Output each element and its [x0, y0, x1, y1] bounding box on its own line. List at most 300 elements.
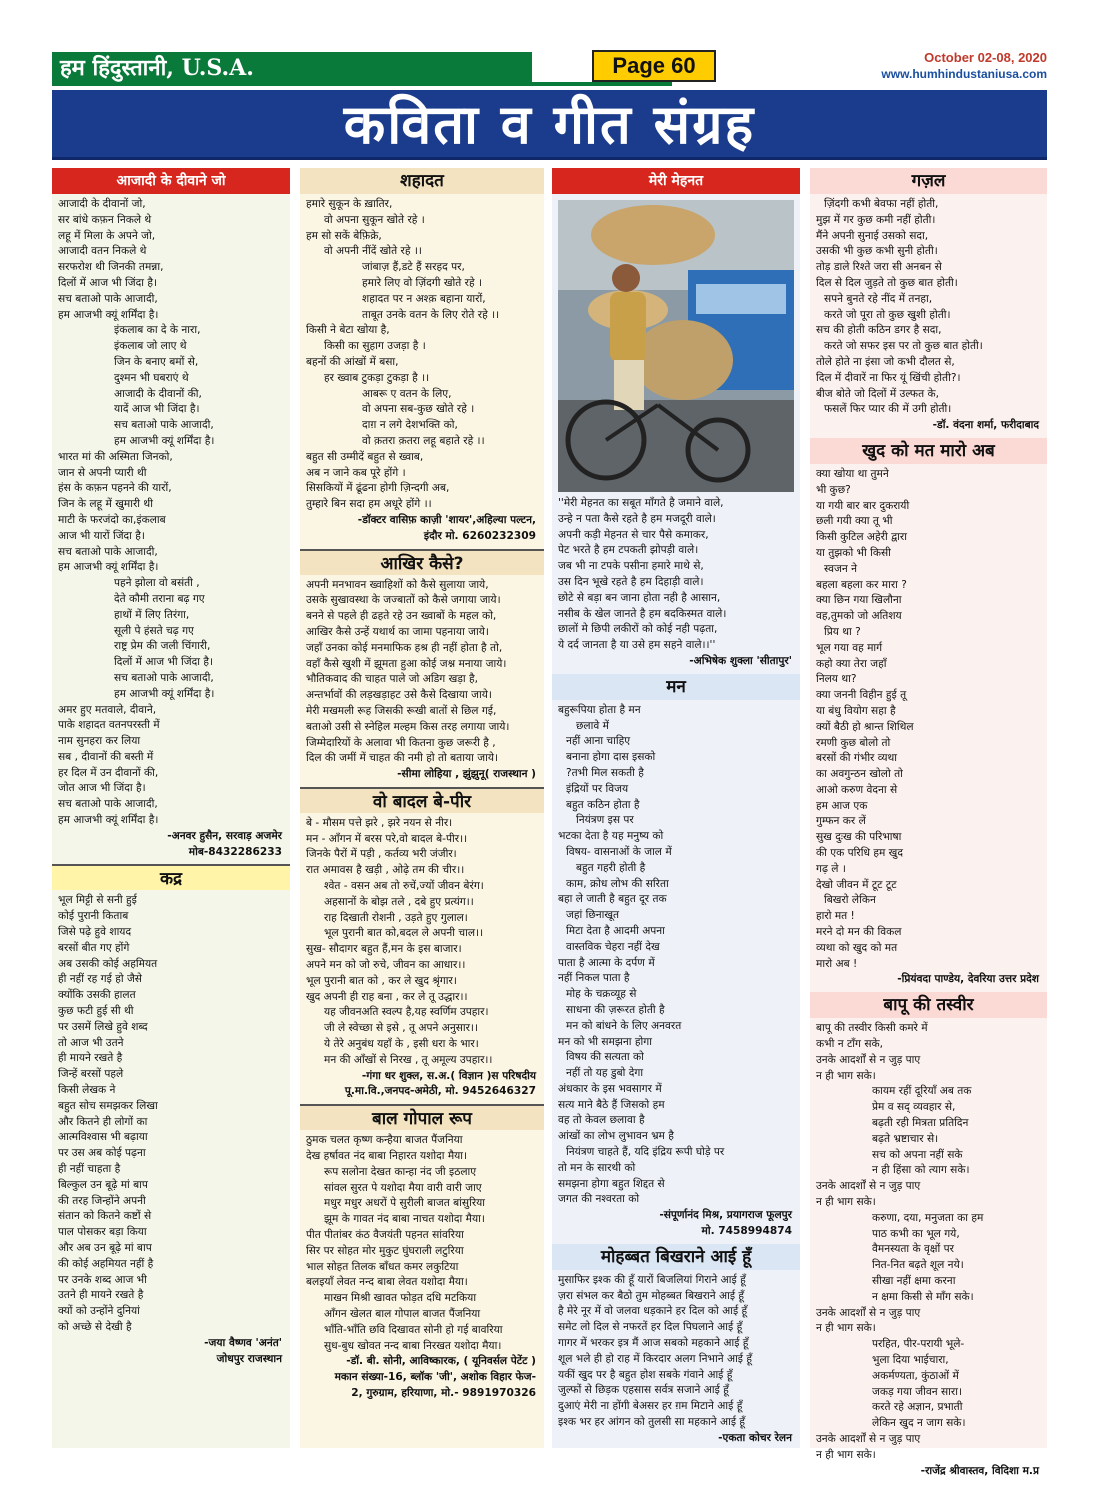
text-line: ज़रा संभल कर बैठो तुम मोहब्बत बिखराने आई हूँ — [558, 1289, 745, 1302]
text-line: राष्ट्र प्रेम की जली चिंगारी, — [114, 640, 211, 653]
text-line: करते जो पूरा तो कुछ खुशी होती। — [824, 308, 951, 321]
text-line: फसलें फिर प्यार की में उगी होती। — [824, 403, 952, 416]
poem-credit — [810, 972, 1047, 988]
text-line: बहुत सी उम्मीदें बहुत से ख्वाब, — [306, 450, 424, 463]
text-line: सब , दीवानों की बस्ती में — [58, 750, 154, 763]
text-line: जिन के लहू में खुमारी थी — [58, 498, 153, 511]
text-line: किसी ने बेटा खोया है, — [306, 324, 390, 337]
text-line: की एक परिधि हम खुद — [816, 847, 903, 860]
text-line: यादें आज भी जिंदा है। — [114, 403, 200, 416]
text-line: मन - आँगन में बरस परे,वो बादल बे-पीर।। — [306, 832, 468, 845]
text-line: मैंने अपनी सुनाई उसको सदा, — [816, 229, 929, 242]
text-line: दिल में दीवारें ना फिर यूं खिंची होती?। — [816, 371, 961, 384]
text-line: नसीब के खेल जानते है हम बदकिस्मत वाले। — [558, 607, 727, 620]
text-line: तोले होते ना इंसा जो कभी दौलत से, — [816, 355, 955, 368]
text-line: भी कुछ? — [816, 483, 851, 496]
text-line: मुझ में गर कुछ कमी नहीं होती। — [816, 213, 936, 226]
text-line: बरसों बीत गए होंगे — [58, 941, 130, 954]
text-line: -जया वैष्णव 'अनंत' — [204, 1336, 282, 1349]
poem-title: वो बादल बे-पीर — [300, 787, 544, 813]
text-line: जिसे पढ़े हुवे शायद — [58, 926, 132, 939]
text-line: मुसाफिर इश्क की हूँ यारों बिजलियां गिराने आई हूँ — [558, 1273, 746, 1286]
text-line: यकीं खुद पर है बहुत होश सबके गंवाने आई हूँ — [558, 1368, 733, 1381]
text-line: बढ़ती रही मित्रता प्रतिदिन — [872, 1117, 969, 1130]
text-line: न ही भाग सके। — [816, 1322, 876, 1335]
website-link[interactable]: www.humhindustaniusa.com — [881, 67, 1047, 81]
text-line: हम आजभी क्यूं शर्मिंदा है। — [114, 434, 215, 447]
text-line: और अब उन बूढ़े मां बाप — [58, 1242, 152, 1254]
poem-body — [810, 467, 1047, 973]
poem-body — [552, 703, 800, 1209]
text-line: आँगन खेलत बाल गोपाल बाजत पैंजनिया — [324, 1308, 481, 1320]
text-line: दिलों में आज भी जिंदा है। — [114, 656, 213, 669]
text-line: नहीं निकल पाता है — [558, 972, 630, 985]
text-line: कभी न टाँग सके, — [816, 1038, 884, 1051]
poem-body — [300, 578, 544, 768]
text-line: जिन के बनाए बमों से, — [114, 355, 199, 368]
text-line: सूली पे हंसते चढ़ गए — [114, 624, 194, 637]
text-line: सच बताओ पाके आजादी, — [114, 419, 214, 432]
text-line: लेकिन खुद न जाग सके। — [872, 1417, 966, 1430]
text-line: भारत मां की अस्मिता जिनको, — [58, 450, 173, 463]
text-line: निलय था? — [816, 673, 857, 686]
text-line: बताओ उसी से स्नेहिल मल्हम किस तरह लगाया जाये। — [306, 720, 510, 733]
issue-date: October 02-08, 2020 — [924, 50, 1047, 65]
poem-title: मेरी मेहनत — [552, 168, 800, 194]
text-line: भाँति-भाँति छवि दिखावत सोनी हो गई बावरिया — [324, 1323, 503, 1336]
text-line: उतने ही मायने रखते है — [58, 1289, 144, 1302]
text-line: ताबूत उनके वतन के लिए रोते रहे ।। — [362, 308, 500, 321]
text-line: बीज बोते जो दिलों में उल्फत के, — [816, 387, 939, 400]
text-line: नहीं आना चाहिए — [566, 735, 631, 748]
text-line: -गंगा धर शुक्ल, स.अ.( विज्ञान )स परिषदीय — [361, 1069, 536, 1082]
text-line: लहू में मिला के अपने जो, — [58, 229, 156, 242]
poem-title: शहादत — [300, 168, 544, 194]
text-line: खुद अपनी ही राह बना , कर ले तू उद्धार।। — [306, 990, 468, 1003]
poem-credit — [810, 1464, 1047, 1480]
text-line: भूल मिट्टी से सनी हुई — [58, 894, 137, 907]
text-line: करुणा, दया, मनुजता का हम — [872, 1211, 984, 1224]
masthead-brand: हम हिंदुस्तानी, U.S.A. — [52, 52, 532, 84]
text-line: माखन मिश्री खावत फोड़त दधि मटकिया — [324, 1292, 477, 1305]
text-line: साधना की ज़रूरत होती है — [566, 1003, 665, 1016]
text-line: दिलों में आज भी जिंदा है। — [58, 276, 157, 289]
text-line: उनके आदर्शों से न जुड़ पाए — [816, 1180, 921, 1193]
text-line: जी ले स्वेच्छा से इसे , तू अपने अनुसार।। — [324, 1022, 478, 1035]
text-line: सर बांधे कफ़न निकले थे — [58, 213, 152, 226]
text-line: ?तभी मिल सकती है — [566, 766, 644, 779]
text-line: हम आजभी क्यूं शर्मिंदा है। — [114, 687, 215, 700]
text-line: हमारे सुकून के ख़ातिर, — [306, 198, 393, 210]
text-line: गढ़ ले । — [816, 862, 846, 875]
text-line: हम आजभी क्यूं शर्मिंदा है। — [58, 308, 159, 321]
text-line: वो क़तरा क़तरा लहू बहाते रहे ।। — [362, 434, 485, 447]
text-line: वह,तुमको जो अतिशय — [816, 610, 902, 623]
text-line: आखिर कैसे उन्हें यथार्थ का जामा पहनाया जाये। — [306, 625, 489, 638]
text-line: -डॉ. वंदना शर्मा, फरीदाबाद — [932, 419, 1039, 432]
text-line: समझना होगा बहुत शिद्दत से — [558, 1177, 665, 1190]
text-line: किसी कुटिल अहेरी द्वारा — [816, 531, 907, 544]
text-line: स्वजन ने — [824, 562, 857, 575]
poem-body — [552, 496, 800, 654]
text-line: इश्क भर हर आंगन को तुलसी सा महकाने आई हूँ — [558, 1416, 746, 1429]
text-line: रात अमावस है खड़ी , ओढ़े तम की चीर।। — [306, 864, 465, 877]
text-line: जिम्मेदारियों के अलावा भी कितना कुछ जरूरी है , — [306, 736, 496, 749]
text-line: विषय की सत्यता को — [566, 1051, 644, 1064]
text-line: जोधपुर राजस्थान — [216, 1352, 282, 1365]
poem-credit — [52, 829, 290, 861]
text-line: दिल की जमीं में चाहत की नमी हो तो बताया जाये। — [306, 752, 498, 765]
text-line: हमारे लिए वो ज़िंदगी खोते रहे । — [362, 276, 483, 289]
text-line: बहुत सोच समझकर लिखा — [58, 1099, 158, 1112]
text-line: की तरह जिन्होंने अपनी — [58, 1194, 146, 1207]
text-line: मधुर मधुर अधरों पे सुरीली बाजत बांसुरिया — [324, 1197, 486, 1210]
text-line: जहाँ उनका कोई मनमाफिक हश्र ही नहीं होता है तो, — [306, 641, 503, 654]
text-line: हर ख्वाब टुकड़ा टुकड़ा है ।। — [324, 371, 430, 384]
text-line: आत्मविश्वास भी बढ़ाया — [58, 1131, 148, 1144]
text-line: छली गयी क्या तू भी — [816, 515, 893, 528]
text-line: तो मन के सारथी को — [558, 1161, 636, 1174]
text-line: बापू की तस्वीर किसी कमरे में — [816, 1022, 928, 1035]
text-line: श्वेत - वसन अब तो रुचें,ज्यों जीवन बेरंग। — [324, 880, 484, 893]
text-line: -संपूर्णानंद मिश्र, प्रयागराज फूलपुर — [659, 1209, 792, 1222]
text-line: बहनों की आंखों में बसा, — [306, 355, 399, 368]
text-line: -अभिषेक शुक्ला 'सीतापुर' — [689, 654, 792, 667]
text-line: पाके शहादत वतनपरस्ती में — [58, 719, 160, 732]
text-line: पर उस अब कोई पढ़ना — [58, 1147, 146, 1160]
poem-title: बाल गोपाल रूप — [300, 1104, 544, 1130]
poem-credit — [52, 1336, 290, 1368]
text-line: सच बताओ पाके आजादी, — [58, 292, 158, 305]
text-line: जकड़ गया जीवन सारा। — [872, 1385, 962, 1398]
text-line: न ही भाग सके। — [816, 1448, 876, 1461]
text-line: हम आज एक — [816, 799, 868, 812]
text-line: या गयी बार बार दुकरायी — [816, 499, 910, 512]
text-line: शूल भले ही हो राह में किरदार अलग निभाने आई हूँ — [558, 1352, 752, 1365]
text-line: बहुत कठिन होता है — [566, 798, 640, 811]
text-line: व्यथा को खुद को मत — [816, 941, 898, 954]
text-line: दुआएं मेरी ना होंगी बेअसर हर ग़म मिटाने आई हूँ — [558, 1400, 743, 1413]
text-line: -अनवर हुसैन, सरवाड़ अजमेर — [167, 829, 282, 842]
text-line: गुम्फन कर लें — [816, 815, 866, 828]
text-line: जहां छिनाखूत — [566, 909, 620, 922]
text-line: या तुझको भी किसी — [816, 546, 891, 559]
text-line: मकान संख्या-16, ब्लॉक 'जी', अशोक विहार फेज- — [334, 1371, 536, 1384]
column-3 — [552, 168, 800, 1448]
poem-credit — [300, 767, 544, 783]
text-line: कोई पुरानी किताब — [58, 910, 129, 923]
text-line: कायम रहीं दूरियाँ अब तक — [872, 1085, 972, 1098]
text-line: पेट भरते है हम टपकती झोपड़ी वाले। — [558, 544, 699, 557]
text-line: बरसों की गंभीर व्यथा — [816, 752, 898, 765]
text-line: उनके आदर्शों से न जुड़ पाए — [816, 1053, 921, 1066]
text-line: सच बताओ पाके आजादी, — [58, 545, 158, 558]
text-line: बिखरो लेकिन — [824, 894, 876, 907]
text-line: कुछ फटी हुई सी थी — [58, 1005, 134, 1018]
text-line: बिल्कुल उन बूढ़े मां बाप — [58, 1178, 148, 1191]
text-line: अपनी मनभावन ख्वाहिशों को कैसे सुलाया जाये, — [306, 578, 489, 591]
text-line: जिन्हें बरसों पहले — [58, 1068, 124, 1081]
text-line: किसी लेखक ने — [58, 1084, 116, 1097]
poem-credit — [300, 513, 544, 545]
text-line: बलइयाँ लेवत नन्द बाबा लेवत यशोदा मैया। — [306, 1276, 468, 1289]
text-line: ही मायने रखते है — [58, 1052, 123, 1065]
text-line: भूल गया वह मार्ग — [816, 641, 883, 654]
text-line: बनाना होगा दास इसको — [566, 751, 656, 764]
text-line: -राजेंद्र श्रीवास्तव, विदिशा म.प्र — [920, 1464, 1039, 1477]
text-line: ही नहीं चाहता है — [58, 1163, 121, 1176]
section-banner — [52, 90, 1047, 160]
text-line: अपने मन को जो रुचे, जीवन का आधार।। — [306, 959, 466, 972]
text-line: भटका देता है यह मनुष्य को — [558, 830, 664, 843]
text-line: जान से अपनी प्यारी थी — [58, 466, 147, 479]
text-line: अपनी कड़ी मेहनत से चार पैसे कमाकर, — [558, 528, 709, 541]
poem-body — [52, 893, 290, 1335]
text-line: सच को अपना नहीं सके — [872, 1148, 963, 1161]
text-line: ''मेरी मेहनत का सबूत माँगते है जमाने वाले, — [558, 497, 724, 509]
text-line: वहाँ कैसे खुशी में झूमता हुआ कोई जश्न मनाया जाये। — [306, 657, 507, 670]
text-line: या बंधु वियोग सहा है — [816, 704, 896, 717]
text-line: उनके आदर्शों से न जुड़ पाए — [816, 1306, 921, 1319]
text-line: अकर्मण्यता, कुंठाओं में — [872, 1369, 959, 1382]
text-line: इंद्रियों पर विजय — [566, 782, 629, 795]
text-line: देते कौमी तराना बढ़ गए — [114, 592, 205, 605]
text-line: वास्तविक चेहरा नहीं देख — [566, 940, 660, 953]
poem-credit — [810, 418, 1047, 434]
text-line: हाथों में लिए तिरंगा, — [114, 608, 190, 621]
text-line: जब भी ना टपके पसीना हमारे माथे से, — [558, 560, 704, 573]
text-line: सच की होती कठिन डगर है सदा, — [816, 324, 942, 337]
text-line: सुध-बुध खोवत नन्द बाबा निरखत यशोदा मैया। — [324, 1339, 502, 1352]
text-line: सच बताओ पाके आजादी, — [114, 671, 214, 684]
text-line: देखो जीवन में टूट टूट — [816, 878, 897, 891]
text-line: राह दिखाती रोशनी , उड़ते हुए गुलाल। — [324, 911, 468, 924]
text-line: ज़िंदगी कभी बेवफा नहीं होती, — [824, 198, 939, 210]
poem-body — [552, 1273, 800, 1431]
poem-credit — [300, 1354, 544, 1401]
text-line: मिटा देता है आदमी अपना — [566, 924, 665, 937]
text-line: अब न जाने कब पूरे होंगे । — [306, 466, 406, 479]
text-line: पहने झोला वो बसंती , — [114, 577, 200, 590]
text-line: न क्षमा किसी से माँग सके। — [872, 1290, 974, 1303]
text-line: अहसानों के बोझ तले , दबे हुए प्रत्यंग।। — [324, 895, 474, 908]
text-line: प्रेम व सद् व्यवहार से, — [872, 1101, 956, 1114]
text-line: नियंत्रण चाहते हैं, यदि इंद्रिय रूपी घोड़े पर — [566, 1146, 725, 1159]
text-line: क्या छिन गया खिलौना — [816, 594, 902, 607]
text-line: ये तेरे अनुबंध यहाँ के , इसी धरा के भार। — [324, 1038, 479, 1051]
text-line: -सीमा लोहिया , झुंझुनू( राजस्थान ) — [397, 768, 536, 781]
text-line: मोब-8432286233 — [188, 845, 282, 858]
text-line: सिसकियों में ढूंढना होगी ज़िन्दगी अब, — [306, 482, 450, 495]
text-line: मरने दो मन की विकल — [816, 926, 902, 939]
text-line: तुम्हारे बिन सदा हम अधूरे होंगे ।। — [306, 498, 432, 511]
poem-body — [300, 197, 544, 513]
text-line: दिल से दिल जुड़ते तो कुछ बात होती। — [816, 276, 958, 289]
text-line: सीखा नहीं क्षमा करना — [872, 1275, 956, 1287]
text-line: किसी का सुहाग उजड़ा है । — [324, 340, 426, 353]
text-line: प्रिय था ? — [824, 625, 861, 638]
text-line: वो अपना सब-कुछ खोते रहे । — [362, 403, 475, 416]
text-line: आओ करुण वेदना से — [816, 783, 898, 796]
text-line: छलावे में — [576, 719, 609, 732]
text-line: -प्रियंवदा पाण्डेय, देवरिया उत्तर प्रदेश — [897, 973, 1039, 986]
text-line: सत्य माने बैठे हैं जिसको हम — [558, 1098, 665, 1111]
text-line: -डॉ. बी. सोनी, आविष्कारक, ( यूनिवर्सल पेटेंट ) — [346, 1355, 536, 1368]
text-line: मारो अब ! — [816, 957, 858, 970]
text-line: नित-नित बढ़ते शूल नये। — [872, 1259, 964, 1272]
text-line: जिनके पैरों में पड़ी , कर्तव्य भरी जंजीर। — [306, 848, 457, 861]
text-line: वैमनस्यता के वृक्षों पर — [872, 1243, 954, 1256]
text-line: वो अपना सुकून खोते रहे । — [324, 213, 425, 226]
poem-title: मोहब्बत बिखराने आई हूँ — [552, 1244, 800, 1270]
text-line: हंस के कफ़न पहनने की यारों, — [58, 482, 172, 495]
text-line: सुख दुःख की परिभाषा — [816, 831, 902, 844]
text-line: बहुरूपिया होता है मन — [558, 703, 641, 716]
text-line: उसके सुखावस्था के जज्बातों को कैसे जगाया जाये। — [306, 594, 501, 607]
poem-title: आजादी के दीवाने जो — [52, 168, 290, 194]
poem-body — [810, 197, 1047, 418]
text-line: आजादी के दीवानों जो, — [58, 198, 146, 210]
text-line: हम आजभी क्यूं शर्मिंदा है। — [58, 561, 159, 574]
text-line: सरफरोश थी जिनकी तमन्ना, — [58, 261, 164, 274]
text-line: जुल्फों से छिड़क एहसास सर्वत्र सजाने आई हूँ — [558, 1384, 729, 1397]
poem-body — [810, 1021, 1047, 1463]
text-line: वो अपनी नींदें खोते रहे ।। — [324, 245, 422, 258]
poem-body — [300, 816, 544, 1069]
text-line: पर उसमें लिखे हुवे शब्द — [58, 1020, 148, 1033]
text-line: सिर पर सोहत मोर मुकुट घुंघराली लटुरिया — [306, 1244, 464, 1257]
text-line: उसकी भी कुछ कभी सुनी होती। — [816, 245, 938, 258]
column-4 — [810, 168, 1047, 1477]
text-line: न ही भाग सके। — [816, 1196, 876, 1209]
text-line: की कोई अहमियत नहीं है — [58, 1257, 154, 1270]
poem-title: खुद को मत मारो अब — [810, 438, 1047, 464]
text-line: पाता है आत्मा के दर्पण में — [558, 956, 655, 969]
text-line: दुश्मन भी घबराएं थे — [114, 371, 189, 384]
text-line: आबरू ए वतन के लिए, — [362, 387, 452, 400]
text-line: हारो मत ! — [816, 910, 855, 923]
text-line: जगत की नश्वरता को — [558, 1193, 640, 1206]
text-line: अंधकार के इस भवसागर में — [558, 1082, 662, 1095]
text-line: मन की आँखों से निरख , तू अमूल्य उपहार।। — [324, 1053, 493, 1066]
page-number-tag: Page 60 — [592, 50, 716, 82]
text-line: उन्हे न पता कैसे रहते है हम मजदूरी वाले। — [558, 512, 716, 525]
text-line: नहीं तो यह डुबो देगा — [566, 1067, 644, 1080]
masthead — [52, 50, 1047, 86]
poem-body — [52, 197, 290, 829]
text-line: बहुत गहरी होती है — [576, 861, 646, 874]
text-line: वह तो केवल छलावा है — [558, 1114, 645, 1127]
text-line: क्यों को उन्होंने दुनियां — [58, 1305, 140, 1318]
text-line: मो. 7458994874 — [701, 1225, 792, 1238]
text-line: हम सो सकें बेफ़िक्रे, — [306, 229, 382, 242]
text-line: मन को बांधने के लिए अनवरत — [566, 1019, 682, 1032]
text-line: उस दिन भूखे रहते है हम दिहाड़ी वाले। — [558, 575, 704, 588]
text-line: का अवगुन्ठन खोलो तो — [816, 768, 903, 781]
poem-body — [300, 1133, 544, 1354]
text-line: सांवल सुरत पे यशोदा मैया वारी वारी जाए — [324, 1181, 482, 1194]
text-line: क्योंकि उसकी हालत — [58, 989, 136, 1002]
text-line: छोटे से बड़ा बन जाना होता नही है आसान, — [558, 591, 721, 604]
poem-credit — [552, 1208, 800, 1240]
text-line: हर दिल में उन दीवानों की, — [58, 766, 159, 779]
text-line: गागर में भरकर इत्र मैं आज सबको महकाने आई हूँ — [558, 1337, 749, 1350]
text-line: काम, क्रोध लोभ की सरिता — [566, 877, 669, 890]
text-line: न ही हिंसा को त्याग सके। — [872, 1164, 970, 1177]
text-line: छालों मे छिपी लकीरों को कोई नही पढ़ता, — [558, 623, 718, 636]
text-line: -एकता कोचर रेलन — [718, 1431, 792, 1444]
text-line: हम आजभी क्यूं शर्मिंदा है। — [58, 814, 159, 827]
poem-title: मन — [552, 674, 800, 700]
poem-credit — [300, 1069, 544, 1101]
text-line: माटी के फरजंदो का,इंकलाब — [58, 513, 166, 526]
text-line: अन्तर्भावों की लड़खड़ाहट उसे कैसे दिखाया जाये। — [306, 689, 492, 702]
text-line: और कितने ही लोगों का — [58, 1115, 148, 1128]
text-line: विषय- वासनाओं के जाल में — [566, 845, 672, 858]
text-line: रूप सलोना देखत कान्हा नंद जी इठलाए — [324, 1165, 477, 1178]
labourer-cycle-photo — [558, 200, 794, 492]
text-line: भुला दिया भाईचारा, — [872, 1353, 949, 1366]
text-line: देख हर्षावत नंद बाबा निहारत यशोदा मैया। — [306, 1150, 468, 1163]
text-line: 2, गुरुग्राम, हरियाणा, मो.- 9891970326 — [351, 1386, 536, 1399]
text-line: न ही भाग सके। — [816, 1069, 876, 1082]
text-line: पर उनके शब्द आज भी — [58, 1273, 147, 1286]
text-line: अमर हुए मतवाले, दीवाने, — [58, 703, 157, 716]
text-line: इंदौर मो. 6260232309 — [423, 529, 536, 542]
text-line: भूल पुरानी बात को , कर ले खुद श्रृंगार। — [306, 974, 457, 987]
column-2 — [300, 168, 544, 1448]
text-line: इंकलाब का दे के नारा, — [114, 324, 201, 337]
text-line: मेरी मखमली रूह जिसकी रूखी बातों से छिल गई, — [306, 704, 497, 717]
text-line: पीत पीतांबर कंठ वैजयंती पहनत सांवरिया — [306, 1229, 464, 1242]
text-line: सच बताओ पाके आजादी, — [58, 798, 158, 811]
text-line: सपने बुनते रहे नींद में तनहा, — [824, 292, 933, 305]
poem-title: गज़ल — [810, 168, 1047, 194]
column-1 — [52, 168, 290, 1448]
text-line: तोड़ डाले रिश्ते जरा सी अनबन से — [816, 261, 942, 274]
poem-title: कद्र — [52, 864, 290, 890]
text-line: है मेरे नूर में वो जलवा धड़काने हर दिल को आई हूँ — [558, 1305, 748, 1318]
poem-credit — [552, 1431, 800, 1447]
text-line: परहित, पीर-परायी भूले- — [872, 1338, 965, 1351]
text-line: बनने से पहले ही ढहते रहे उन ख्वाबों के महल को, — [306, 610, 497, 623]
text-line: करते रहे अज्ञान, प्रभाती — [872, 1401, 963, 1414]
section-title: कविता व गीत संग्रह — [343, 93, 756, 156]
text-line: उनके आदर्शों से न जुड़ पाए — [816, 1432, 921, 1445]
text-line: संतान को कितने कष्टों से — [58, 1210, 152, 1223]
poem-credit — [552, 654, 800, 670]
text-line: बहला बहला कर मारा ? — [816, 578, 907, 591]
text-line: जांबाज़ हैं,डटे हैं सरहद पर, — [362, 261, 465, 274]
text-line: ये दर्द जानता है या उसे हम सहने वाले।।'' — [558, 639, 716, 652]
text-line: करते जो सफर इस पर तो कुछ बात होती। — [824, 340, 983, 353]
text-line: भाल सोहत तिलक बाँधत कमर लकुटिया — [306, 1260, 459, 1273]
text-line: मन को भी समझना होगा — [558, 1035, 652, 1048]
text-line: रमणी कुछ बोलो तो — [816, 736, 891, 749]
poem-title: आखिर कैसे? — [300, 549, 544, 575]
text-line: आजादी वतन निकले थे — [58, 245, 147, 258]
text-line: ठुमक चलत कृष्ण कन्हैया बाजत पैंजनिया — [306, 1134, 463, 1147]
text-line: बहा ले जाती है बहुत दूर तक — [558, 893, 667, 906]
text-line: आज भी यारों जिंदा है। — [58, 529, 145, 542]
text-line: -डॉक्टर वासिफ़ काज़ी 'शायर',अहिल्या पल्टन, — [357, 513, 536, 526]
masthead-rule — [52, 82, 672, 86]
text-line: क्यों बैठी हो श्रान्त शिथिल — [816, 720, 914, 733]
text-line: क्या जननी विहीन हुई तू — [816, 689, 907, 702]
text-line: को अच्छे से देखी है — [58, 1320, 132, 1333]
text-line: नियंत्रण इस पर — [576, 814, 634, 827]
text-line: पू.मा.वि.,जनपद-अमेठी, मो. 9452646327 — [344, 1085, 536, 1098]
